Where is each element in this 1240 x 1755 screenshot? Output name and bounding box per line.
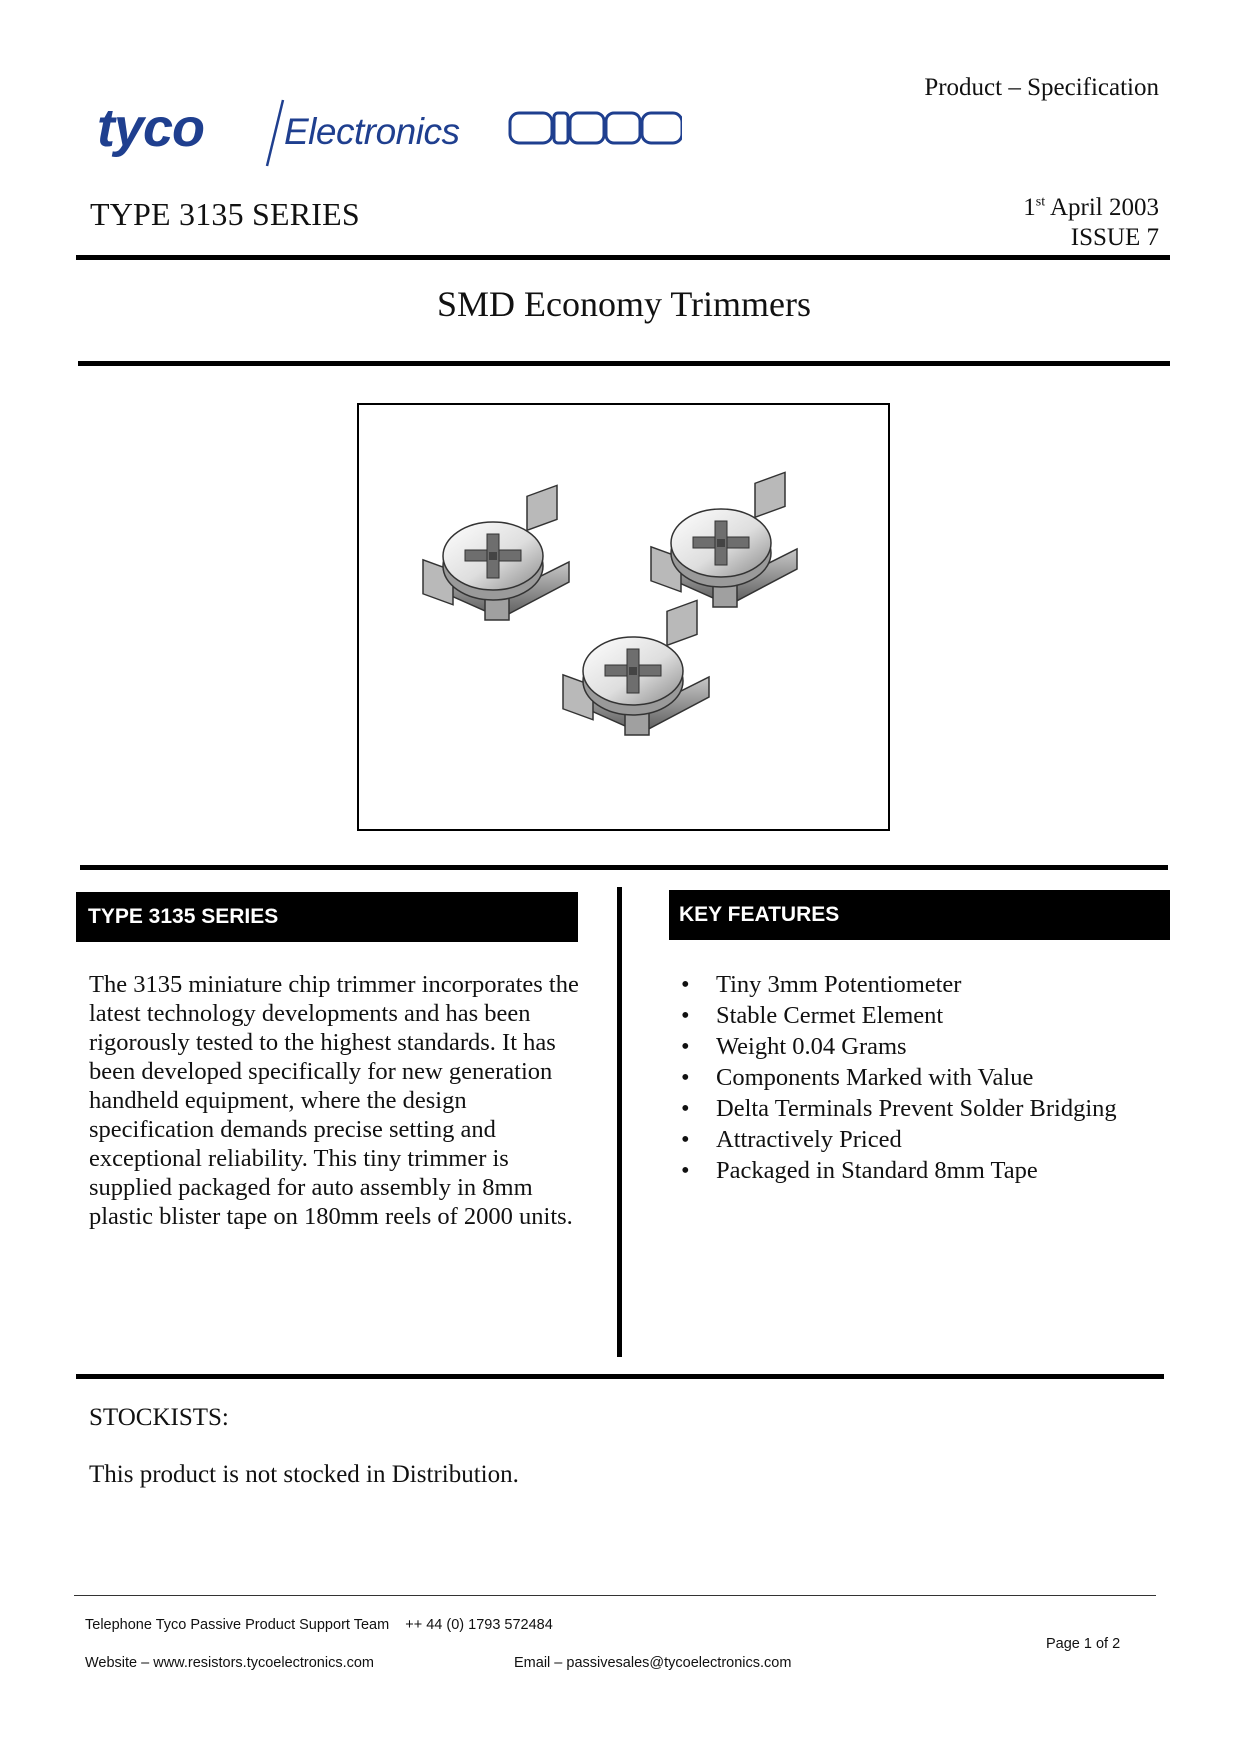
stockists-text: This product is not stocked in Distribution. (89, 1461, 519, 1488)
trimmer-component-1 (423, 485, 569, 620)
list-item: • Weight 0.04 Grams (681, 1033, 907, 1060)
footer-website: Website – www.resistors.tycoelectronics.com (85, 1655, 375, 1671)
trimmer-component-3 (563, 600, 709, 735)
main-title: SMD Economy Trimmers (436, 284, 812, 324)
date-issue-block (1023, 193, 1159, 253)
bullet: • (681, 1157, 690, 1184)
bullet: • (681, 1033, 690, 1060)
bullet: • (681, 1095, 690, 1122)
bullet: • (681, 971, 690, 998)
list-item: • Attractively Priced (681, 1126, 902, 1153)
left-section-heading: TYPE 3135 SERIES (76, 892, 578, 942)
electronics-wordmark: Electronics (284, 111, 460, 152)
tyco-citec-logo (97, 94, 682, 174)
key-features-list (676, 969, 1196, 1186)
list-item: • Delta Terminals Prevent Solder Bridging (681, 1095, 1117, 1122)
list-item: • Tiny 3mm Potentiometer (681, 971, 962, 998)
list-item: • Components Marked with Value (681, 1064, 1034, 1091)
footer-rule (74, 1595, 1156, 1596)
footer-telephone: Telephone Tyco Passive Product Support Team ++ 44 (0) 1793 572484 (85, 1617, 553, 1633)
stockists-rule (76, 1374, 1164, 1379)
stockists-label: STOCKISTS: (89, 1404, 229, 1431)
trimmer-component-2 (651, 472, 797, 607)
tyco-wordmark: tyco (97, 98, 205, 158)
right-section-heading: KEY FEATURES (669, 890, 1170, 940)
list-item: • Packaged in Standard 8mm Tape (681, 1157, 1038, 1184)
header-rule (76, 255, 1170, 260)
page-number: Page 1 of 2 (1046, 1636, 1121, 1652)
issue-number: ISSUE 7 (1070, 224, 1159, 251)
product-image (357, 403, 890, 831)
issue-date: 1st April 2003 (1023, 194, 1159, 221)
product-description: The 3135 miniature chip trimmer incorporates the latest technology developments and has been rigorously tested to the highest standards. It has been developed specifically for new generation handheld equipment, where the design specification demands precise setting and exceptional reliability. This tiny trimmer is supplied packaged for auto assembly in 8mm plastic blister tape on 180mm reels of 2000 units. (89, 971, 579, 1230)
series-title: TYPE 3135 SERIES (90, 196, 360, 232)
title-rule (78, 361, 1170, 366)
section-rule (80, 865, 1168, 870)
list-item: • Stable Cermet Element (681, 1002, 944, 1029)
column-divider (617, 887, 622, 1357)
bullet: • (681, 1064, 690, 1091)
footer-email: Email – passivesales@tycoelectronics.com (514, 1655, 792, 1671)
bullet: • (681, 1126, 690, 1153)
document-type: Product – Specification (924, 74, 1159, 101)
bullet: • (681, 1002, 690, 1029)
